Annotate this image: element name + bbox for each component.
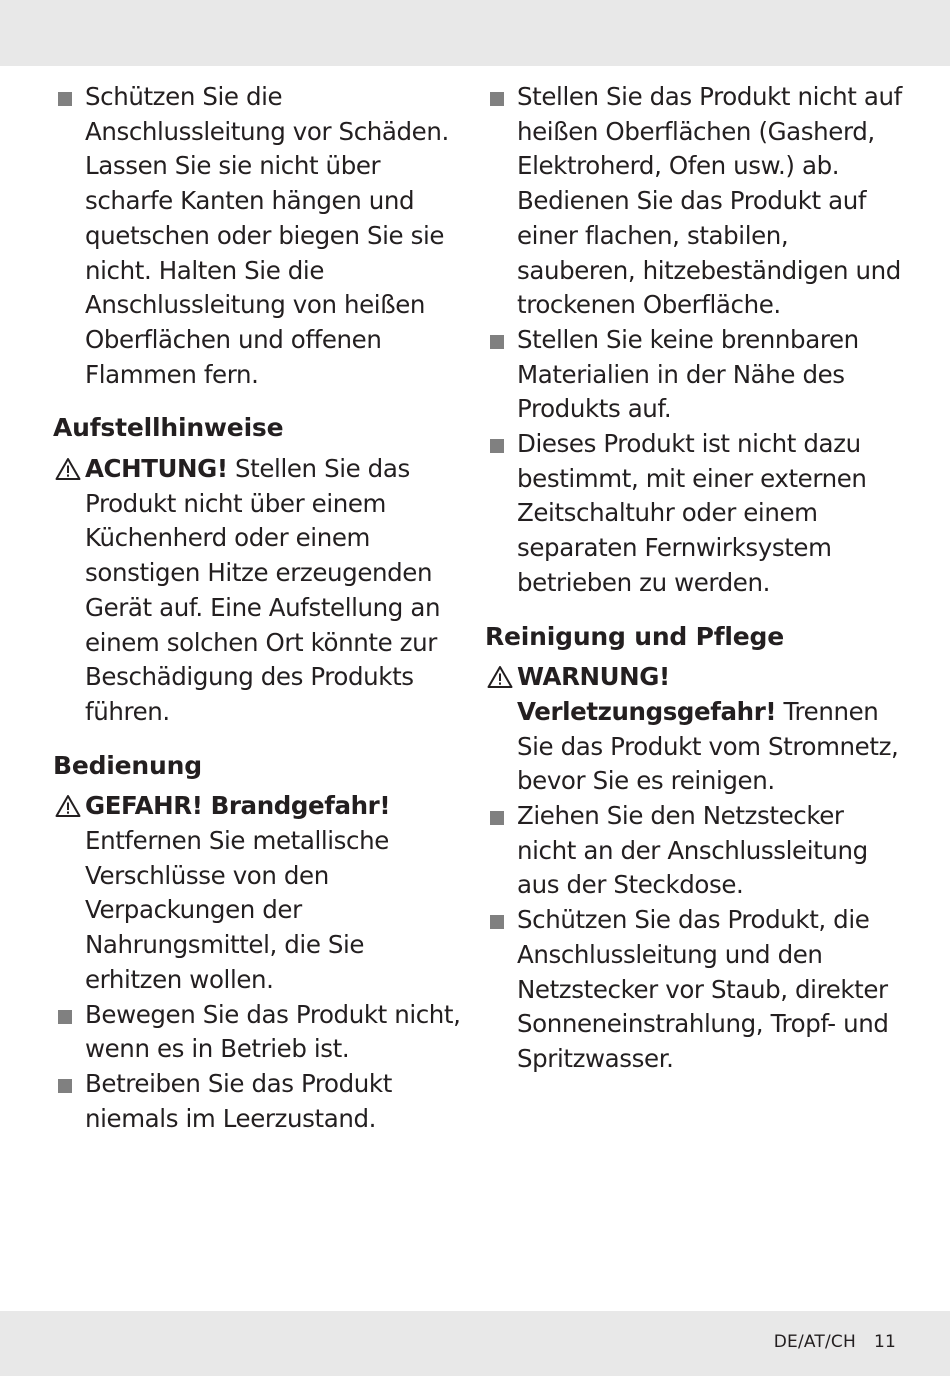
list-item-text: Schützen Sie das Produkt, die Anschlussleitung und den Netzstecker vor Staub, direkter Sonneneinstrahlung, Tropf- und Spritzwasser. <box>517 905 889 1073</box>
list-item-text: Schützen Sie die Anschlussleitung vor Schäden. Lassen Sie sie nicht über scharfe Kanten hängen und quetschen oder biegen Sie sie nicht. Halten Sie die Anschlussleitung von heißen Oberflächen und offenen Flammen fern. <box>85 82 449 389</box>
warning-triangle-icon <box>55 794 81 818</box>
warning-label: WARNUNG! Verletzungsgefahr! <box>517 662 777 726</box>
page-footer <box>774 1332 896 1352</box>
list-item-text: Ziehen Sie den Netzstecker nicht an der Anschlussleitung aus der Steckdose. <box>517 801 868 900</box>
list-item <box>485 80 905 323</box>
list-item <box>53 1067 468 1136</box>
warning-triangle-icon <box>55 457 81 481</box>
list-item-text: Dieses Produkt ist nicht dazu bestimmt, mit einer externen Zeitschaltuhr oder einem separaten Fernwirksystem betrieben zu werden. <box>517 429 867 597</box>
list-item-text: Stellen Sie das Produkt nicht auf heißen Oberflächen (Gasherd, Elektroherd, Ofen usw.) ab. Bedienen Sie das Produkt auf einer flachen, stabilen, sauberen, hitzebeständigen und trockenen Oberfläche. <box>517 82 902 320</box>
warning-label: ACHTUNG! <box>85 454 228 484</box>
page-number: 11 <box>873 1332 896 1352</box>
left-column <box>53 80 468 1136</box>
list-item <box>485 799 905 903</box>
list-item <box>53 80 468 392</box>
section-heading-bedienung: Bedienung <box>53 750 202 780</box>
warning-text: Trennen Sie das Produkt vom Stromnetz, bevor Sie es reinigen. <box>517 696 899 796</box>
section-heading-aufstellhinweise: Aufstellhinweise <box>53 413 284 443</box>
list-item <box>53 998 468 1067</box>
list-item-text: Bewegen Sie das Produkt nicht, wenn es in Betrieb ist. <box>85 999 461 1064</box>
header-bar <box>0 0 950 66</box>
warning-triangle-icon <box>487 665 513 689</box>
list-item <box>485 323 905 427</box>
region-label: DE/AT/CH <box>773 1332 856 1352</box>
danger-label: GEFAHR! Brandgefahr! <box>85 791 391 821</box>
section-heading-reinigung: Reinigung und Pflege <box>485 621 785 651</box>
list-item <box>485 427 905 601</box>
danger-text: Entfernen Sie metallische Verschlüsse von den Verpackungen der Nahrungsmittel, die Sie erhitzen wollen. <box>85 826 389 994</box>
list-item-text: Betreiben Sie das Produkt niemals im Leerzustand. <box>85 1068 392 1133</box>
warning-item <box>53 452 468 730</box>
warning-text: Stellen Sie das Produkt nicht über einem Küchenherd oder einem sonstigen Hitze erzeugenden Gerät auf. Eine Aufstellung an einem solchen Ort könnte zur Beschädigung des Produkts führen. <box>85 454 441 726</box>
danger-item <box>53 789 468 997</box>
list-item <box>485 903 905 1077</box>
right-column <box>485 80 905 1077</box>
warning-item <box>485 660 905 799</box>
list-item-text: Stellen Sie keine brennbaren Materialien in der Nähe des Produkts auf. <box>517 324 859 424</box>
